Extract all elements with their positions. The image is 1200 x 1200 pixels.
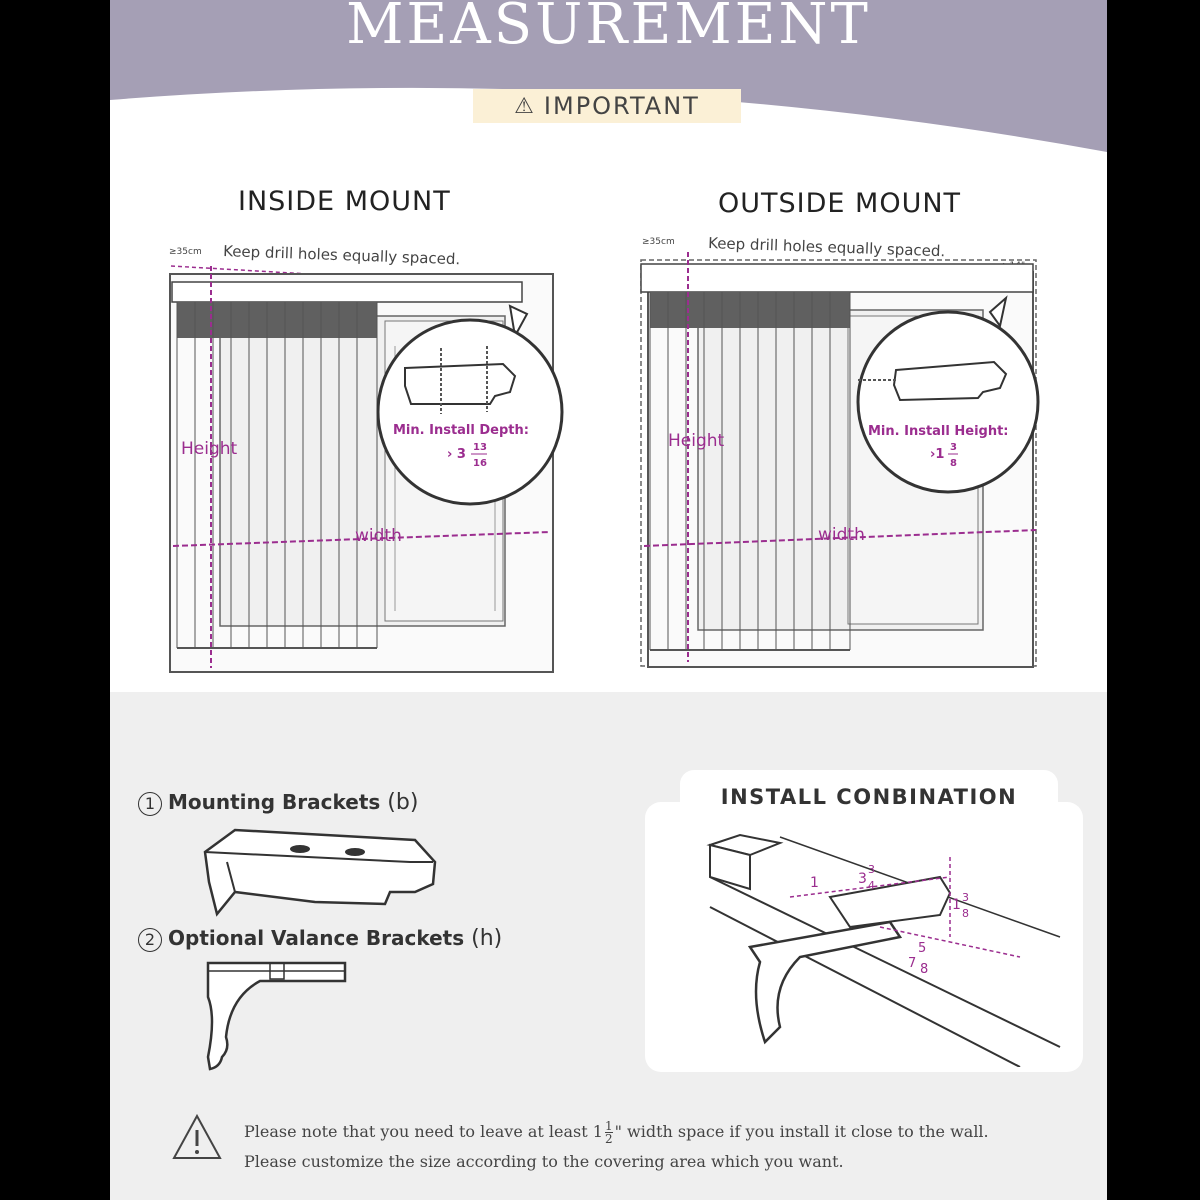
part-code: (h) [471,926,503,951]
inside-mount-diagram [165,236,565,676]
note-fraction: $\frac{1}{2}$ [604,1119,613,1146]
height-label: Height [181,439,238,459]
warning-icon: ⚠ [514,93,536,119]
dim-value: 1 [952,897,961,913]
dim-value: 8 [962,907,969,920]
install-height-label: Min. Install Height: [868,424,1009,439]
blind-top-band [177,302,377,338]
install-height-prefix: ›1 [930,447,945,462]
blind-top-band [650,292,850,328]
dim-value: 4 [868,879,875,892]
install-depth-label: Min. Install Depth: [393,423,529,438]
instruction-sheet [110,0,1107,1200]
important-label: IMPORTANT [543,92,700,120]
drill-note: Keep drill holes equally spaced. [707,234,946,261]
dim-value: 3 [858,871,867,887]
bracket-detail-magnifier [858,312,1038,492]
install-combination-illustration [690,827,1080,1067]
dim-value: 8 [920,962,929,977]
valance-bracket-illustration [200,957,360,1077]
install-depth-numerator: 13 [473,442,487,453]
step-number: 1 [138,792,162,816]
top-min-label: ≥35cm [642,237,675,247]
inside-mount-title: INSIDE MOUNT [238,186,451,217]
dim-value: 5 [918,941,927,956]
dim-value: 3 [962,891,969,904]
install-height-numerator: 3 [950,442,957,453]
note-line-2: Please customize the size according to the covering area which you want. [244,1152,844,1171]
dim-value: 1 [810,875,819,891]
width-label: width [818,525,865,545]
install-combination-title: INSTALL CONBINATION [720,785,1018,809]
drill-note: Keep drill holes equally spaced. [222,242,461,269]
part-code: (b) [387,790,419,815]
install-depth-prefix: › 3 [447,447,466,462]
mounting-bracket-illustration [195,822,445,917]
headrail [641,264,1033,292]
outside-mount-title: OUTSIDE MOUNT [718,188,962,219]
dim-value: 7 [908,956,917,971]
mounting-brackets-label: 1 Mounting Brackets (b) [138,790,418,816]
note-line-1: Please note that you need to leave at least 1 $\frac{1}{2}$ " width space if you install it close to the wall. [244,1119,989,1146]
important-badge [473,89,741,123]
install-depth-denominator: 16 [473,458,487,469]
width-label: width [355,526,402,546]
valance-brackets-label: 2 Optional Valance Brackets (h) [138,926,502,952]
warning-triangle-icon [170,1112,224,1162]
top-min-label: ≥35cm [169,247,202,257]
dim-value: 3 [868,863,875,876]
headrail [172,282,522,302]
parts-section [110,692,1107,1200]
step-number: 2 [138,928,162,952]
height-label: Height [668,431,725,451]
page-title: MEASUREMENT [346,0,871,57]
outside-mount-diagram [638,230,1043,675]
bracket-detail-magnifier [378,320,562,504]
install-height-denominator: 8 [950,458,957,469]
